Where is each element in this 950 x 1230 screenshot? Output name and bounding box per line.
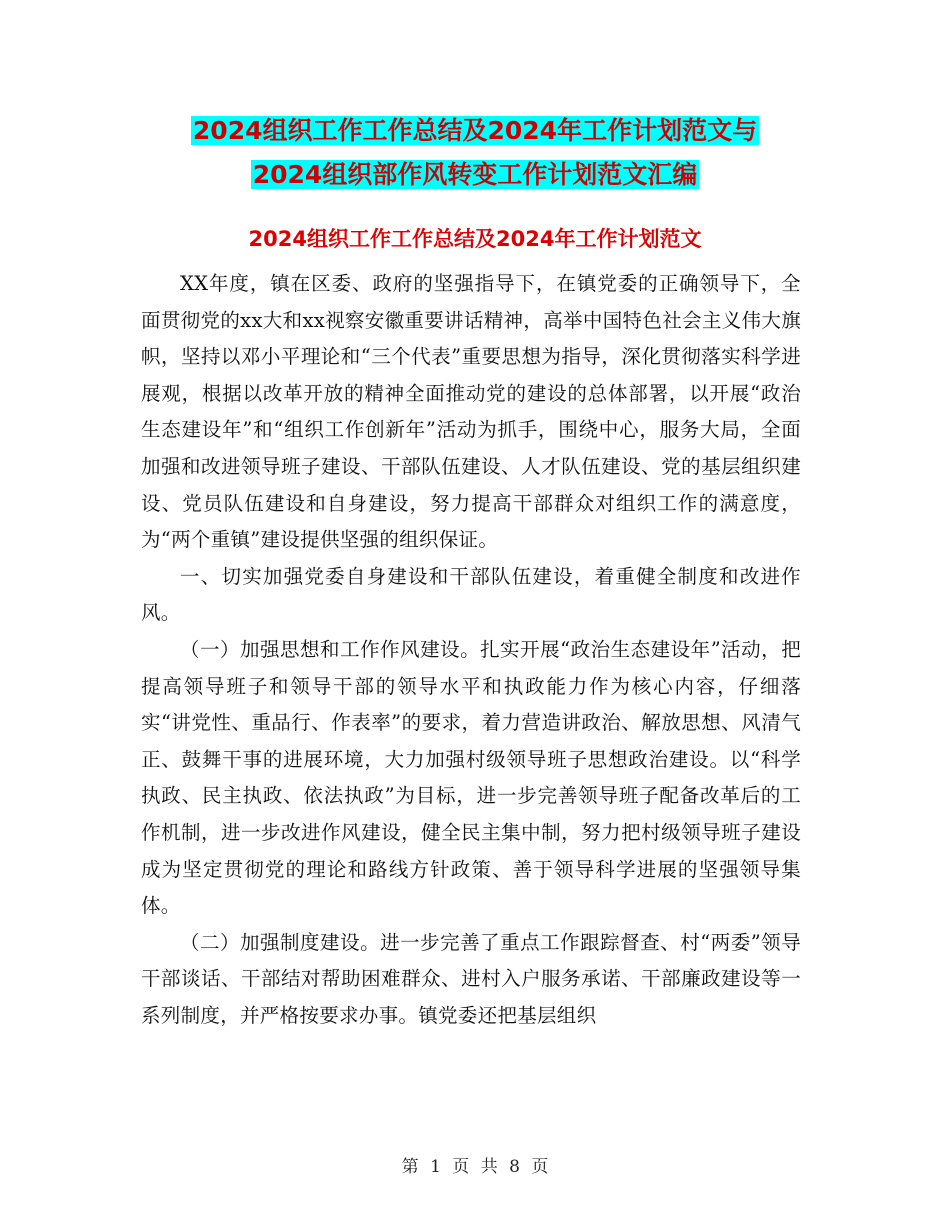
title-line-2-text: 2024组织部作风转变工作计划范文汇编: [252, 160, 698, 189]
paragraph-intro: XX年度，镇在区委、政府的坚强指导下，在镇党委的正确领导下，全面贯彻党的xx大和xx视察安徽重要讲话精神，高举中国特色社会主义伟大旗帜，坚持以邓小平理论和“三个代表”重要思想为指导，深化贯彻落实科学进展观，根据以改革开放的精神全面推动党的建设的总体部署，以开展“政治生态建设年”和“组织工作创新年”活动为抓手，围绕中心，服务大局，全面加强和改进领导班子建设、干部队伍建设、人才队伍建设、党的基层组织建设、党员队伍建设和自身建设，努力提高干部群众对组织工作的满意度，为“两个重镇”建设提供坚强的组织保证。: [141, 272, 801, 552]
document-title-line-2: [0, 156, 950, 194]
title-line-1-text: 2024组织工作工作总结及2024年工作计划范文与: [192, 116, 758, 145]
page-number-footer: 第 1 页 共 8 页: [401, 1157, 549, 1177]
document-body: [141, 266, 801, 1034]
section-title: 2024组织工作工作总结及2024年工作计划范文: [248, 227, 702, 251]
paragraph-item-2: （二）加强制度建设。进一步完善了重点工作跟踪督查、村“两委”领导干部谈话、干部结对帮助困难群众、进村入户服务承诺、干部廉政建设等一系列制度，并严格按要求办事。镇党委还把基层组织: [141, 930, 801, 1027]
document-title-line-1: [0, 112, 950, 150]
paragraph-item-1: （一）加强思想和工作作风建设。扎实开展“政治生态建设年”活动，把提高领导班子和领导干部的领导水平和执政能力作为核心内容，仔细落实“讲党性、重品行、作表率”的要求，着力营造讲政治、解放思想、风清气正、鼓舞干事的进展环境，大力加强村级领导班子思想政治建设。以“科学执政、民主执政、依法执政”为目标，进一步完善领导班子配备改革后的工作机制，进一步改进作风建设，健全民主集中制，努力把村级领导班子建设成为坚定贯彻党的理论和路线方针政策、善于领导科学进展的坚强领导集体。: [141, 637, 801, 918]
paragraph-heading-1: 一、切实加强党委自身建设和干部队伍建设，着重健全制度和改进作风。: [141, 564, 801, 625]
